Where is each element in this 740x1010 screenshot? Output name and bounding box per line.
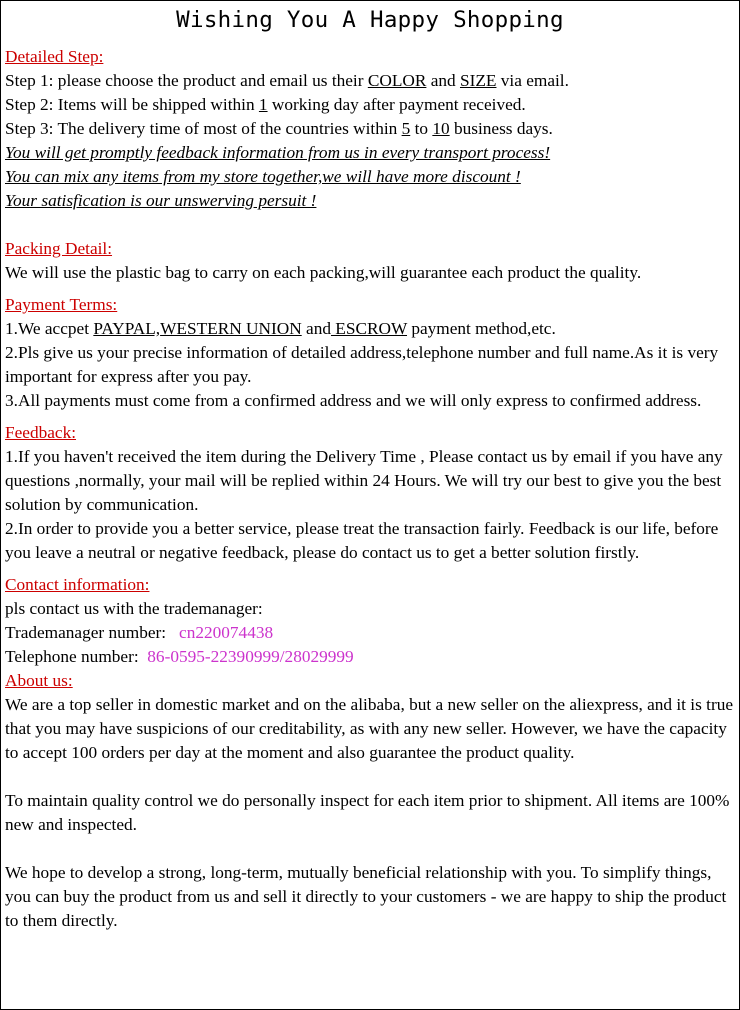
step-1-size: SIZE	[459, 71, 497, 90]
payment-methods	[5, 317, 737, 341]
step-1-and: and	[426, 71, 460, 90]
telephone-label: Telephone number:	[5, 647, 148, 666]
promise-discount: You can mix any items from my store together,we will have more discount !	[5, 167, 521, 186]
step-3-to: to	[410, 119, 433, 138]
paypal-label: PAYPAL,	[93, 319, 161, 338]
feedback-text-1: 1.If you haven't received the item during the Delivery Time , Please contact us by email if you have any questions ,normally, your mail will be replied within 24 Hours. We will try our best to give you the best solution by communication.	[5, 447, 723, 514]
about-heading: About us:	[5, 671, 73, 690]
step-3	[5, 117, 737, 141]
document-body	[5, 45, 737, 933]
detailed-step-heading: Detailed Step:	[5, 47, 104, 66]
promise-feedback: You will get promptly feedback information from us in every transport process!	[5, 143, 551, 162]
step-2	[5, 93, 737, 117]
escrow-label: ESCROW	[330, 319, 408, 338]
step-2-end: working day after payment received.	[267, 95, 526, 114]
payment-methods-text: 1.We accpet	[5, 319, 94, 338]
promise-satisfaction: Your satisfication is our unswerving persuit !	[5, 191, 317, 210]
about-text-1: We are a top seller in domestic market and on the alibaba, but a new seller on the aliexpress, and it is true that you may have suspicions of our creditability, as with any new seller. However, we have the capacity to accept 100 orders per day at the moment and also guarantee the product quality.	[5, 695, 734, 762]
telephone-number: 86-0595-22390999/28029999	[147, 647, 354, 666]
about-text-2: To maintain quality control we do personally inspect for each item prior to shipment. All items are 100% new and inspected.	[5, 791, 730, 834]
packing-heading: Packing Detail:	[5, 239, 113, 258]
payment-heading: Payment Terms:	[5, 295, 118, 314]
step-3-max-days: 10	[432, 119, 450, 138]
trademanager-label: Trademanager number:	[5, 623, 180, 642]
payment-and: and	[301, 319, 331, 338]
step-1-text: Step 1: please choose the product and email us their	[5, 71, 368, 90]
contact-intro: pls contact us with the trademanager:	[5, 599, 263, 618]
feedback-text-2: 2.In order to provide you a better service, please treat the transaction fairly. Feedback is our life, before you leave a neutral or negative feedback, please do contact us to get a better solution firstly.	[5, 519, 719, 562]
payment-info-text: 2.Pls give us your precise information of detailed address,telephone number and full name.As it is very important for express after you pay.	[5, 343, 719, 386]
step-1	[5, 69, 737, 93]
step-1-end: via email.	[496, 71, 569, 90]
payment-methods-end: payment method,etc.	[407, 319, 556, 338]
telephone-row	[5, 645, 737, 669]
page-title: Wishing You A Happy Shopping	[176, 7, 564, 33]
step-2-text: Step 2: Items will be shipped within	[5, 95, 259, 114]
western-union-label: WESTERN UNION	[160, 319, 302, 338]
step-3-text: Step 3: The delivery time of most of the countries within	[5, 119, 402, 138]
feedback-heading: Feedback:	[5, 423, 77, 442]
step-1-color: COLOR	[367, 71, 427, 90]
trademanager-number: cn220074438	[179, 623, 274, 642]
step-3-end: business days.	[449, 119, 553, 138]
about-text-3: We hope to develop a strong, long-term, mutually beneficial relationship with you. To simplify things, you can buy the product from us and sell it directly to your customers - we are happy to ship the product to them directly.	[5, 863, 727, 930]
packing-text: We will use the plastic bag to carry on each packing,will guarantee each product the quality.	[5, 263, 642, 282]
contact-heading: Contact information:	[5, 575, 150, 594]
payment-address-text: 3.All payments must come from a confirmed address and we will only express to confirmed address.	[5, 391, 702, 410]
step-2-days: 1	[258, 95, 268, 114]
trademanager-row	[5, 621, 737, 645]
step-3-min-days: 5	[401, 119, 411, 138]
